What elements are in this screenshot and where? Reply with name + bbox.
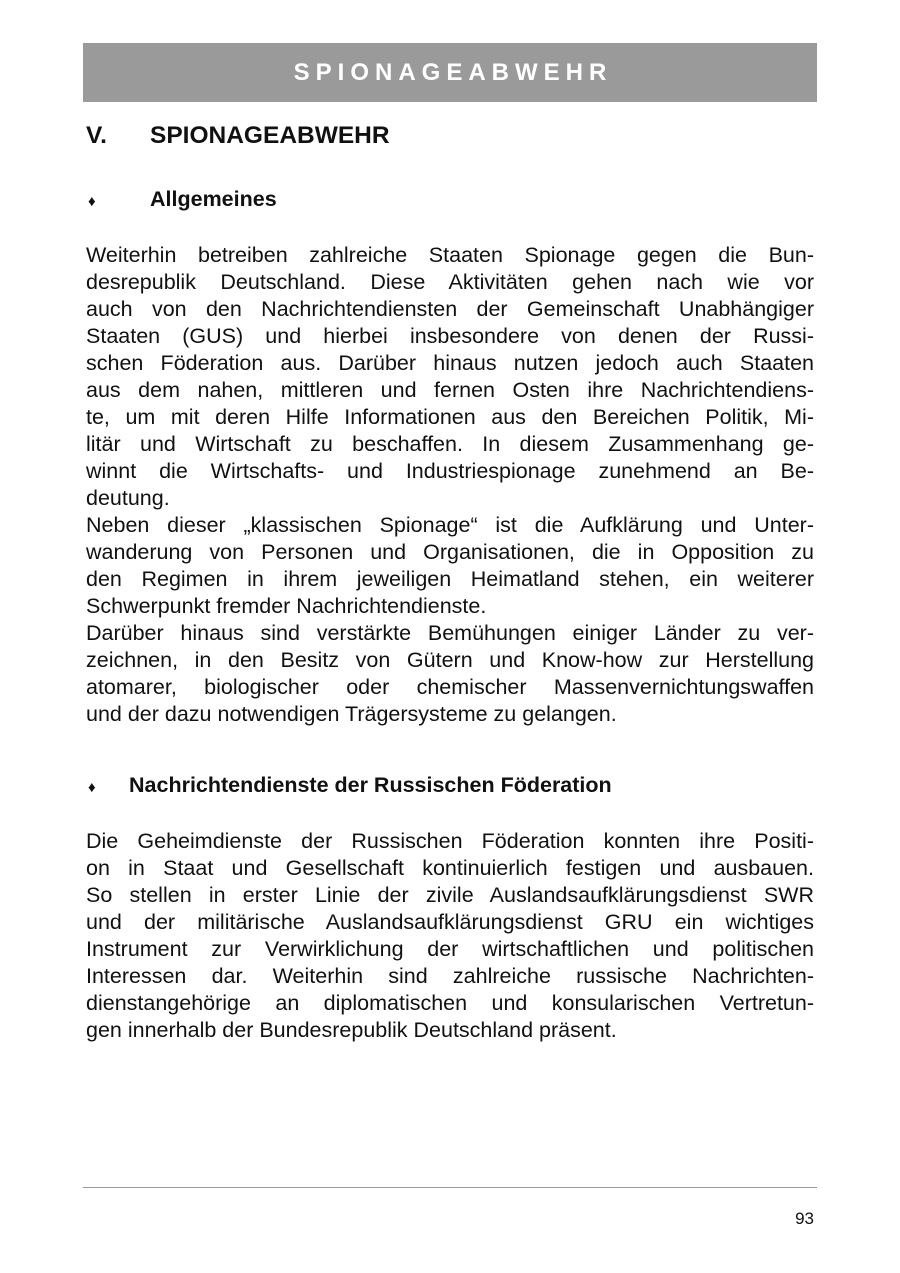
chapter-number: V. — [86, 122, 107, 149]
text-line: Darüber hinaus sind verstärkte Bemühungen einiger Länder zu ver- — [86, 621, 814, 645]
text-line: und der militärische Auslandsaufklärungsdienst GRU ein wichtiges — [86, 910, 814, 934]
chapter-heading — [86, 122, 390, 150]
section-heading-allgemeines — [88, 187, 277, 212]
text-line: Die Geheimdienste der Russischen Föderation konnten ihre Positi- — [86, 829, 814, 853]
section-title: Allgemeines — [150, 187, 277, 211]
text-line: te, um mit deren Hilfe Informationen aus den Bereichen Politik, Mi- — [86, 405, 814, 429]
text-line: So stellen in erster Linie der zivile Auslandsaufklärungsdienst SWR — [86, 883, 814, 907]
text-line: Interessen dar. Weiterhin sind zahlreiche russische Nachrichten- — [86, 964, 814, 988]
text-line: Schwerpunkt fremder Nachrichtendienste. — [86, 594, 487, 618]
bullet-diamond-icon: ♦ — [88, 779, 96, 796]
section-body-russian-services — [86, 828, 814, 1044]
text-line: aus dem nahen, mittleren und fernen Osten ihre Nachrichtendiens- — [86, 378, 814, 402]
footer-divider — [83, 1187, 817, 1188]
text-line: und der dazu notwendigen Trägersysteme zu gelangen. — [86, 702, 617, 726]
text-line: gen innerhalb der Bundesrepublik Deutschland präsent. — [86, 1018, 617, 1042]
text-line: Instrument zur Verwirklichung der wirtschaftlichen und politischen — [86, 937, 814, 961]
running-header-title: SPIONAGEABWEHR — [293, 58, 613, 86]
text-line: dienstangehörige an diplomatischen und konsularischen Vertretun- — [86, 991, 814, 1015]
text-line: on in Staat und Gesellschaft kontinuierlich festigen und ausbauen. — [86, 856, 814, 880]
text-line: schen Föderation aus. Darüber hinaus nutzen jedoch auch Staaten — [86, 351, 814, 375]
text-line: atomarer, biologischer oder chemischer Massenvernichtungswaffen — [86, 675, 814, 699]
text-line: den Regimen in ihrem jeweiligen Heimatland stehen, ein weiterer — [86, 567, 814, 591]
text-line: desrepublik Deutschland. Diese Aktivitäten gehen nach wie vor — [86, 270, 814, 294]
text-line: Neben dieser „klassischen Spionage“ ist die Aufklärung und Unter- — [86, 513, 814, 537]
text-line: deutung. — [86, 486, 170, 510]
bullet-diamond-icon: ♦ — [88, 193, 96, 210]
section-heading-russian-services — [88, 773, 612, 798]
text-line: wanderung von Personen und Organisationen, die in Opposition zu — [86, 540, 814, 564]
page-number: 93 — [795, 1209, 814, 1228]
chapter-title: SPIONAGEABWEHR — [150, 122, 390, 149]
section-title: Nachrichtendienste der Russischen Föderation — [129, 773, 612, 797]
section-body-allgemeines — [86, 242, 814, 728]
text-line: zeichnen, in den Besitz von Gütern und Know-how zur Herstellung — [86, 648, 814, 672]
text-line: Weiterhin betreiben zahlreiche Staaten Spionage gegen die Bun- — [86, 243, 814, 267]
text-line: Staaten (GUS) und hierbei insbesondere von denen der Russi- — [86, 324, 814, 348]
text-line: litär und Wirtschaft zu beschaffen. In diesem Zusammenhang ge- — [86, 432, 814, 456]
running-header-band — [83, 43, 817, 102]
text-line: winnt die Wirtschafts- und Industriespionage zunehmend an Be- — [86, 459, 814, 483]
text-line: auch von den Nachrichtendiensten der Gemeinschaft Unabhängiger — [86, 297, 814, 321]
